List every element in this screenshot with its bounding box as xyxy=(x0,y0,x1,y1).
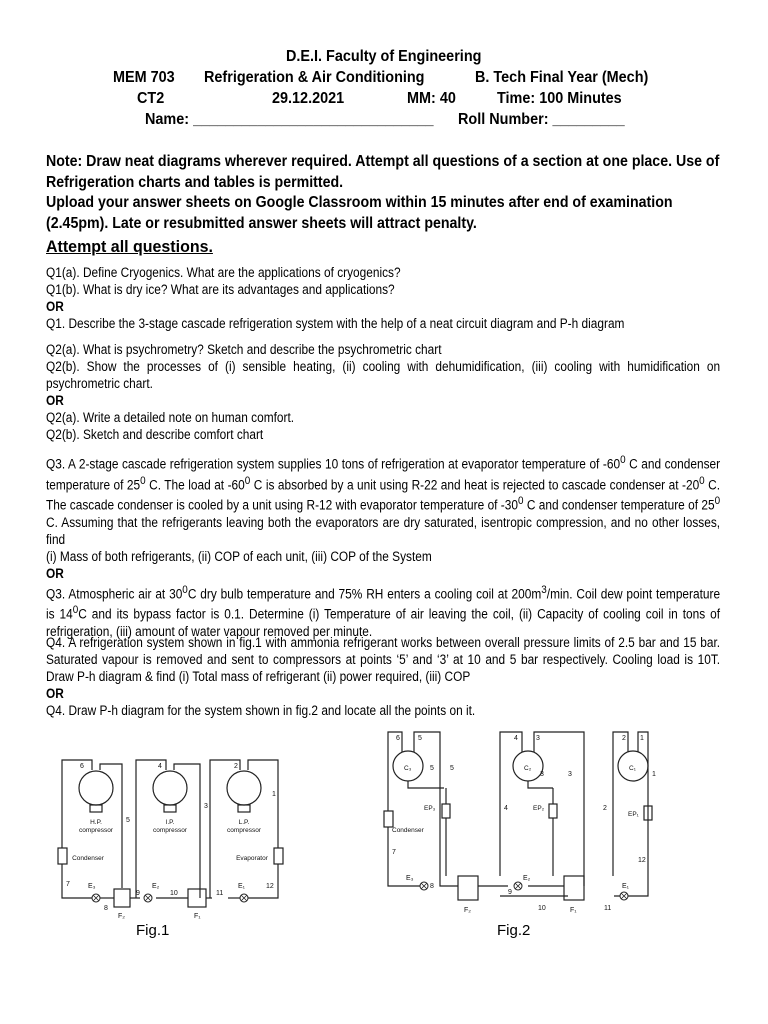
ep2-label: EP₂ xyxy=(533,805,545,812)
or-label: OR xyxy=(46,565,64,581)
ep1-label: EP₁ xyxy=(628,811,639,818)
svg-text:1: 1 xyxy=(652,771,656,778)
svg-text:2: 2 xyxy=(603,805,607,812)
ip-label: I.P. xyxy=(165,819,175,826)
ep3-label: EP₃ xyxy=(424,805,436,812)
q2b: Q2(b). Show the processes of (i) sensible heating, (ii) cooling with dehumidification, (iii) cooling with humidification on psychrometric chart. xyxy=(46,359,721,391)
q2-block xyxy=(46,341,720,443)
svg-text:7: 7 xyxy=(392,849,396,856)
course-code: MEM 703 xyxy=(113,69,175,86)
c1-label: C₁ xyxy=(629,765,636,772)
q3-block xyxy=(46,452,720,640)
svg-text:4: 4 xyxy=(158,763,162,770)
hp-compressor-label: compressor xyxy=(79,827,113,834)
instructions-note xyxy=(46,152,723,234)
svg-text:E₁: E₁ xyxy=(238,883,246,890)
svg-text:F₁: F₁ xyxy=(194,913,201,920)
svg-text:F₁: F₁ xyxy=(570,907,577,914)
program: B. Tech Final Year (Mech) xyxy=(475,69,649,86)
svg-text:4: 4 xyxy=(504,805,508,812)
fig2-condenser-label: Condenser xyxy=(392,827,424,834)
svg-text:11: 11 xyxy=(604,905,612,912)
q4-alt: Q4. Draw P-h diagram for the system shown in fig.2 and locate all the points on it. xyxy=(46,703,476,718)
or-label: OR xyxy=(46,686,64,701)
svg-text:9: 9 xyxy=(136,890,140,897)
svg-text:10: 10 xyxy=(538,905,546,912)
svg-text:4: 4 xyxy=(514,735,518,742)
lp-label: L.P. xyxy=(238,819,250,826)
name-field: Name: ______________________________ xyxy=(145,111,434,128)
q2b-alt: Q2(b). Sketch and describe comfort chart xyxy=(46,427,264,442)
hp-label: H.P. xyxy=(90,819,102,826)
note-line-1: Note: Draw neat diagrams wherever required. Attempt all questions of a section at one place. Use of Refrigeration charts and tables is permitted. xyxy=(46,153,720,191)
or-label: OR xyxy=(46,299,64,314)
svg-text:1: 1 xyxy=(640,735,644,742)
lp-compressor-label: compressor xyxy=(227,827,261,834)
c3-label: C₃ xyxy=(404,765,412,772)
roll-number-field: Roll Number: _________ xyxy=(458,111,625,128)
fig1-diagram xyxy=(52,748,302,920)
svg-text:E₂: E₂ xyxy=(523,875,531,882)
attempt-heading: Attempt all questions. xyxy=(46,237,213,256)
svg-text:E₂: E₂ xyxy=(152,883,160,890)
q3-find: (i) Mass of both refrigerants, (ii) COP of each unit, (iii) COP of the System xyxy=(46,548,432,564)
or-label: OR xyxy=(46,393,64,408)
fig1-caption: Fig.1 xyxy=(136,922,170,939)
svg-text:5: 5 xyxy=(418,735,422,742)
exam-time: Time: 100 Minutes xyxy=(497,90,622,107)
q4: Q4. A refrigeration system shown in fig.1 with ammonia refrigerant works between overall pressure limits of 2.5 bar and 15 bar. Saturated vapour is removed and sent to compressors at points ‘5’ and ‘3’ at 10 and 5 bar respectively. Cooling load is 10T. Draw P-h diagram & find (i) Total mass of refrigerant (ii) power required, (iii) COP xyxy=(46,635,721,684)
svg-text:12: 12 xyxy=(266,883,274,890)
svg-text:5: 5 xyxy=(126,817,130,824)
svg-text:2: 2 xyxy=(622,735,626,742)
course-name: Refrigeration & Air Conditioning xyxy=(204,69,425,86)
q1b: Q1(b). What is dry ice? What are its advantages and applications? xyxy=(46,282,395,297)
c2-label: C₂ xyxy=(524,765,532,772)
svg-text:2: 2 xyxy=(234,763,238,770)
condenser-label: Condenser xyxy=(72,855,104,862)
q2a: Q2(a). What is psychrometry? Sketch and describe the psychrometric chart xyxy=(46,342,442,357)
svg-text:7: 7 xyxy=(66,881,70,888)
fig2-caption: Fig.2 xyxy=(497,922,531,939)
q4-block xyxy=(46,634,720,719)
svg-text:11: 11 xyxy=(216,890,224,897)
svg-text:3: 3 xyxy=(568,771,572,778)
test-name: CT2 xyxy=(137,90,165,107)
svg-text:5: 5 xyxy=(430,765,434,772)
svg-text:12: 12 xyxy=(638,857,646,864)
note-line-2: Upload your answer sheets on Google Classroom within 15 minutes after end of examination (2.45pm). Late or resubmitted answer sheets will attract penalty. xyxy=(46,194,673,232)
svg-text:E₃: E₃ xyxy=(88,883,96,890)
svg-text:8: 8 xyxy=(104,905,108,912)
svg-text:F₂: F₂ xyxy=(118,913,125,920)
svg-text:3: 3 xyxy=(536,735,540,742)
exam-date: 29.12.2021 xyxy=(272,90,345,107)
svg-text:9: 9 xyxy=(508,889,512,896)
q3-alt: Q3. Atmospheric air at $30^0C$ dry bulb temperature and 75% RH enters a cooling coil at $200m^3/\min$. Coil dew point temperature is $14^0C$ and its bypass factor is 0.1. Determine (i) Temperature of air leaving the coil, (ii) Capacity of cooling coil in tons of refrigeration, (iii) amount of water vapour removed per minute. xyxy=(46,583,721,639)
svg-text:3: 3 xyxy=(540,771,544,778)
institute-title: D.E.I. Faculty of Engineering xyxy=(286,48,482,65)
evaporator-label: Evaporator xyxy=(236,855,268,862)
max-marks: MM: 40 xyxy=(407,90,456,107)
fig2-diagram xyxy=(378,726,668,922)
svg-text:F₂: F₂ xyxy=(464,907,471,914)
svg-text:3: 3 xyxy=(204,803,208,810)
svg-text:5: 5 xyxy=(450,765,454,772)
q1a: Q1(a). Define Cryogenics. What are the applications of cryogenics? xyxy=(46,265,401,280)
svg-text:E₁: E₁ xyxy=(622,883,630,890)
q2a-alt: Q2(a). Write a detailed note on human comfort. xyxy=(46,410,295,425)
ip-compressor-label: compressor xyxy=(153,827,187,834)
q1-alt: Q1. Describe the 3-stage cascade refrigeration system with the help of a neat circuit diagram and P-h diagram xyxy=(46,316,625,331)
svg-text:6: 6 xyxy=(396,735,400,742)
svg-text:10: 10 xyxy=(170,890,178,897)
svg-text:1: 1 xyxy=(272,791,276,798)
svg-text:8: 8 xyxy=(430,883,434,890)
svg-text:E₃: E₃ xyxy=(406,875,414,882)
q3: Q3. A 2-stage cascade refrigeration system supplies 10 tons of refrigeration at evaporator temperature of $-60^0$ C and condenser temperature of $25^0$ C. The load at $-60^0$ C is absorbed by a unit using R-22 and heat is rejected to cascade condenser at $-20^0$ C. The cascade condenser is cooled by a unit using R-12 with evaporator temperature of $-30^0$ C and condenser temperature of $25^0$ C. Assuming that the refrigerants leaving both the evaporators are dry saturated, isentropic compression, and no other losses, find xyxy=(46,454,721,547)
q1-block xyxy=(46,264,720,332)
svg-text:6: 6 xyxy=(80,763,84,770)
